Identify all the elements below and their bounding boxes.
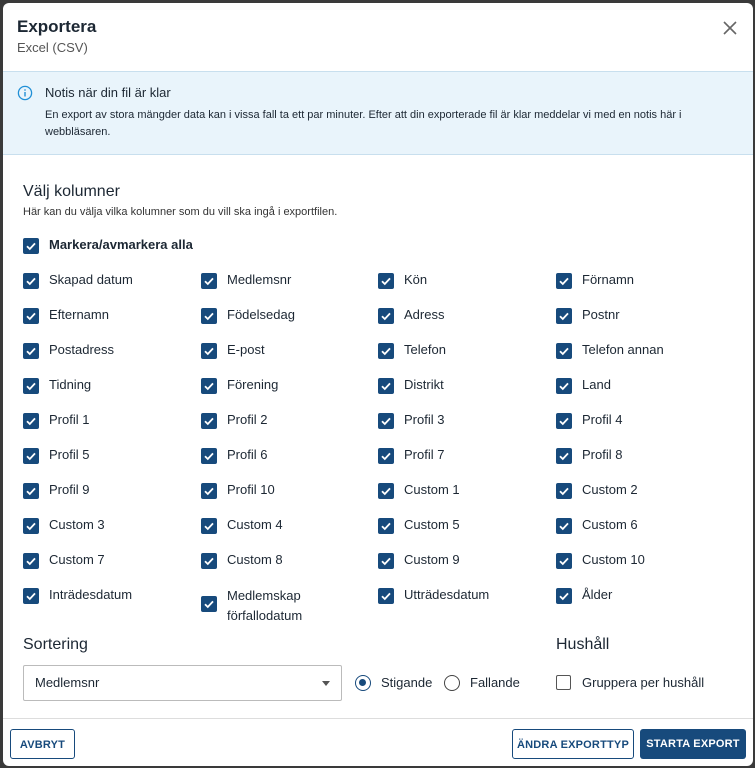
group-household-checkbox[interactable]	[556, 675, 571, 690]
column-checkbox[interactable]	[378, 378, 394, 394]
household-title: Hushåll	[556, 636, 610, 653]
change-export-type-button[interactable]: ÄNDRA EXPORTTYP	[512, 729, 634, 759]
column-checkbox[interactable]	[378, 518, 394, 534]
column-label: Profil 8	[582, 447, 623, 462]
close-icon[interactable]	[719, 17, 741, 39]
column-label: Efternamn	[49, 307, 109, 322]
column-checkbox[interactable]	[23, 483, 39, 499]
column-label: Födelsedag	[227, 307, 295, 322]
column-label: Profil 5	[49, 447, 90, 462]
column-label: Profil 6	[227, 447, 268, 462]
column-checkbox[interactable]	[378, 308, 394, 324]
sorting-title: Sortering	[23, 636, 88, 653]
column-label: Land	[582, 377, 611, 392]
column-checkbox[interactable]	[378, 448, 394, 464]
column-label: Distrikt	[404, 377, 444, 392]
column-label: Förnamn	[582, 272, 635, 287]
column-label: Medlemskap förfallodatum	[227, 588, 303, 623]
start-export-button[interactable]: STARTA EXPORT	[640, 729, 746, 759]
dialog-footer	[3, 718, 753, 766]
column-checkbox[interactable]	[556, 378, 572, 394]
column-checkbox[interactable]	[201, 413, 217, 429]
column-label: Profil 10	[227, 482, 275, 497]
dialog-subtitle: Excel (CSV)	[17, 40, 88, 55]
column-checkbox[interactable]	[378, 413, 394, 429]
column-checkbox[interactable]	[378, 343, 394, 359]
select-all-label: Markera/avmarkera alla	[49, 237, 193, 252]
column-checkbox[interactable]	[556, 273, 572, 289]
column-label: Skapad datum	[49, 272, 133, 287]
column-label: Telefon annan	[582, 342, 664, 357]
column-label: Profil 2	[227, 412, 268, 427]
group-household-label: Gruppera per hushåll	[582, 675, 705, 690]
column-label: E-post	[227, 342, 265, 357]
column-checkbox[interactable]	[201, 483, 217, 499]
column-checkbox[interactable]	[378, 273, 394, 289]
column-label: Custom 10	[582, 552, 645, 567]
column-checkbox[interactable]	[378, 553, 394, 569]
column-checkbox[interactable]	[23, 553, 39, 569]
column-label: Tidning	[49, 377, 92, 392]
column-checkbox[interactable]	[201, 596, 217, 612]
column-label: Profil 7	[404, 447, 445, 462]
column-label: Profil 4	[582, 412, 623, 427]
column-label: Utträdesdatum	[404, 587, 490, 602]
column-label: Custom 2	[582, 482, 638, 497]
dialog-header	[3, 3, 753, 71]
column-checkbox[interactable]	[556, 553, 572, 569]
column-checkbox[interactable]	[556, 343, 572, 359]
column-label: Profil 3	[404, 412, 445, 427]
info-icon	[17, 85, 33, 101]
column-checkbox[interactable]	[556, 483, 572, 499]
column-checkbox[interactable]	[23, 413, 39, 429]
column-label: Förening	[227, 377, 279, 392]
sort-column-select[interactable]	[23, 665, 342, 701]
sort-ascending-label: Stigande	[381, 675, 433, 690]
notice-title: Notis när din fil är klar	[45, 85, 171, 100]
column-checkbox[interactable]	[23, 308, 39, 324]
column-checkbox[interactable]	[556, 588, 572, 604]
column-label: Profil 1	[49, 412, 90, 427]
column-label: Medlemsnr	[227, 272, 292, 287]
column-checkbox[interactable]	[23, 273, 39, 289]
column-checkbox[interactable]	[378, 588, 394, 604]
column-checkbox[interactable]	[23, 518, 39, 534]
sort-column-value: Medlemsnr	[35, 675, 100, 690]
column-label: Custom 3	[49, 517, 105, 532]
column-label: Custom 5	[404, 517, 460, 532]
column-label: Profil 9	[49, 482, 90, 497]
column-checkbox[interactable]	[201, 308, 217, 324]
column-checkbox[interactable]	[201, 343, 217, 359]
chevron-down-icon	[322, 681, 330, 686]
cancel-button[interactable]: AVBRYT	[10, 729, 75, 759]
select-all-checkbox[interactable]	[23, 238, 39, 254]
column-checkbox[interactable]	[201, 553, 217, 569]
column-label: Custom 9	[404, 552, 460, 567]
column-checkbox[interactable]	[556, 308, 572, 324]
column-label: Custom 4	[227, 517, 283, 532]
dialog-title: Exportera	[17, 17, 97, 36]
column-label: Custom 1	[404, 482, 460, 497]
column-label: Custom 6	[582, 517, 638, 532]
column-checkbox[interactable]	[201, 273, 217, 289]
column-label: Kön	[404, 272, 428, 287]
sort-descending-label: Fallande	[470, 675, 520, 690]
notice-text: En export av stora mängder data kan i vissa fall ta ett par minuter. Efter att din exporterade fil är klar meddelar vi med en notis här i webbläsaren.	[45, 109, 682, 138]
columns-description: Här kan du välja vilka kolumner som du vill ska ingå i exportfilen.	[23, 206, 338, 218]
columns-title: Välj kolumner	[23, 183, 120, 200]
column-label: Inträdesdatum	[49, 587, 133, 602]
column-label: Telefon	[404, 342, 446, 357]
column-label: Ålder	[582, 587, 613, 602]
column-checkbox[interactable]	[556, 413, 572, 429]
column-checkbox[interactable]	[23, 448, 39, 464]
column-label: Postadress	[49, 342, 115, 357]
column-checkbox[interactable]	[23, 378, 39, 394]
column-checkbox[interactable]	[378, 483, 394, 499]
export-dialog	[3, 3, 753, 766]
column-checkbox[interactable]	[201, 518, 217, 534]
column-checkbox[interactable]	[556, 518, 572, 534]
column-checkbox[interactable]	[23, 343, 39, 359]
column-checkbox[interactable]	[556, 448, 572, 464]
column-checkbox[interactable]	[201, 378, 217, 394]
column-label: Custom 7	[49, 552, 105, 567]
sort-ascending-radio[interactable]	[355, 675, 371, 691]
notice-banner	[3, 71, 753, 155]
column-checkbox[interactable]	[23, 588, 39, 604]
column-checkbox[interactable]	[201, 448, 217, 464]
column-label: Custom 8	[227, 552, 283, 567]
column-label: Adress	[404, 307, 445, 322]
sort-descending-radio[interactable]	[444, 675, 460, 691]
column-label: Postnr	[582, 307, 620, 322]
